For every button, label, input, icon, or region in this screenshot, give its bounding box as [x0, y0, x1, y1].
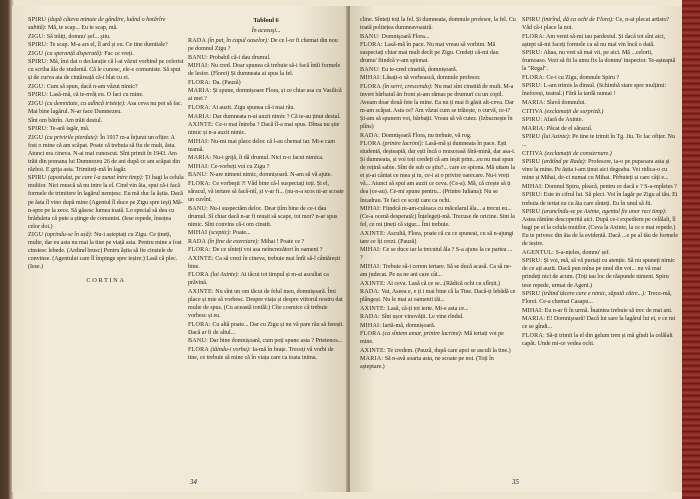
speaker-name: BANU:	[188, 172, 208, 179]
spoken-text: Ce-vorbeți voi cu Zigu ?	[210, 163, 270, 170]
spoken-text: Să n-avă soarta asta, ne scoate pe noi. (Toți în așteptare.)	[360, 356, 494, 371]
speaker-name: ZIGU	[28, 100, 44, 107]
spoken-text: Nu cred. Doar spunea că trebuie să-i facă întîi formele de lesire. (Florei) Și dumneata ai spus la fel.	[188, 63, 341, 78]
spoken-text: Eu te-cred cinstită, domnișoară.	[381, 66, 458, 73]
spoken-text: Mă iertați voi pe mine.	[360, 331, 504, 346]
curtain-label: CORTINA	[86, 277, 126, 285]
spoken-text: Dar bine domnișoară, cum poți spune asta ? Prietenos...	[209, 338, 343, 345]
speaker-name: FLORA:	[522, 33, 545, 40]
dialogue-line	[522, 307, 678, 315]
spoken-text: Ai auzit. Zigu spunea că-i mai rău.	[212, 104, 295, 111]
dialogue-line	[188, 205, 344, 229]
spoken-text: Sînt om bătrîn. Am trăit destul.	[28, 117, 103, 124]
spoken-text: Trebuie să-i cerem iertare. Să se ducă acasă. Ca să ne-am judecat. Pe ea ne ani care cât...	[360, 263, 512, 278]
spoken-text: Să trăiți, domnu' șef... ştiu.	[46, 33, 111, 40]
dialogue-line	[360, 205, 516, 229]
stage-direction: (ca sîntem amar, printre lacrimi):	[382, 331, 463, 338]
spoken-text: Ahaa, nu vrei să mai vii, pe aici. Mă ...celorii, frumoaso. Vezi să fii la umu fix la domnu' inspector. Te-așteaptă la "Regal".	[522, 50, 676, 73]
speaker-name: RADA	[188, 238, 207, 245]
dialogue-line	[28, 91, 184, 99]
speaker-name: MIHAI:	[188, 138, 210, 145]
spoken-text: De ce l-or fi chemat din nou pe domnul Zigu ?	[188, 38, 338, 53]
speaker-name: RADA:	[360, 314, 380, 321]
speaker-name: FLORA:	[522, 74, 545, 81]
dialogue-line	[188, 321, 344, 337]
stage-direction: (oprindu-se în ușă):	[44, 232, 93, 239]
speaker-name: SPIRU:	[28, 59, 49, 66]
speaker-name: SPIRU:	[522, 192, 543, 199]
stage-direction: (apostulat, pe care l-a zunat între timp):	[47, 175, 144, 182]
page-number-left: 34	[190, 478, 197, 486]
speaker-name: SPIRU:	[522, 83, 543, 90]
spoken-text: Afară de Axinte.	[543, 117, 583, 124]
spoken-text: Te credem. (Pauză, după care apoi se ascult la tine.)	[387, 347, 511, 354]
dialogue-line	[28, 33, 184, 41]
dialogue-line	[188, 87, 344, 103]
dialogue-line	[522, 33, 678, 49]
dialogue-line	[188, 163, 344, 171]
dialogue-line	[188, 337, 344, 345]
dialogue-line	[522, 208, 678, 248]
dialogue-line	[522, 257, 678, 289]
spoken-text: Păcat de el săracul.	[546, 125, 593, 132]
dialogue-line	[188, 121, 344, 137]
speaker-name: MARIA:	[360, 356, 384, 363]
dialogue-line	[188, 229, 344, 237]
spoken-text: Și voi, mă, să vă purtați cu atenție. Să nu spuneți nimic de ce ați auzit. Dacă pun mîna pe unul din voi... nu vă mai prindeți nici de acum. (Toți iau loc de răspunde nimeni. Spiru iese repede, urmat de Agent.)	[522, 258, 675, 289]
spoken-text: Lasă-mă în pace. Nu mai vreau să vorbim. Mă suspectați chiar mai mult decît pe Zigu. Credeți că-mi dau drumu' fiindcă v-am spionat.	[360, 42, 499, 65]
stage-direction: (în serri, crescendo):	[382, 83, 433, 90]
spoken-text: E! Domnişoară! Dacă lui sare la lagărul lui ei, e ce mi ce se gîndi...	[522, 316, 676, 331]
dialogue-line	[522, 191, 678, 207]
dialogue-line	[28, 16, 184, 32]
spoken-text: Am venit să-mi iau pardesiul. Și dacă tot sînt aici, aștept să-mi faceți formele ca să nu mai vin încă o dată.	[522, 33, 666, 48]
speaker-name: MIHAI:	[360, 322, 382, 329]
dialogue-line	[360, 33, 516, 41]
speaker-name: MIHAI:	[360, 206, 382, 213]
dialogue-line	[360, 246, 516, 262]
left-page-column-2	[188, 16, 344, 362]
speaker-name: MIHAI:	[188, 163, 210, 170]
spoken-text: Pe tine te trimit în Tg. Jiu. Te fac ofițer. Nu ...	[522, 134, 675, 149]
dialogue-line	[360, 313, 516, 321]
speaker-name: AXINTE:	[360, 305, 386, 312]
speaker-name: AXINTE:	[188, 255, 214, 262]
stage-direction: (după câteva minute de gândire, luând o hotărîre subită):	[28, 17, 166, 32]
spoken-text: Ai tăcut tot timpul și m-ai ascultat ca prăvină.	[188, 272, 329, 287]
spoken-text: Domnişoară Flora...	[381, 33, 430, 40]
speaker-name: RADA	[188, 38, 207, 45]
dialogue-line	[188, 246, 344, 254]
speaker-name: AXINTE:	[360, 280, 386, 287]
dialogue-line	[360, 263, 516, 279]
dialogue-line	[188, 113, 344, 121]
dialogue-line	[188, 138, 344, 154]
dialogue-line	[522, 82, 678, 98]
speaker-name: FLORA	[188, 272, 209, 279]
speaker-name: BANU:	[188, 54, 208, 61]
dialogue-line	[28, 125, 184, 133]
spoken-text: Sînt ușor vinovății. Le vine rîndul.	[381, 314, 464, 321]
dialogue-line	[188, 37, 344, 53]
speaker-name: ZIGU:	[28, 83, 46, 90]
speaker-name: SPIRU	[522, 291, 541, 298]
speaker-name: MARIA:	[188, 113, 212, 120]
dialogue-line	[360, 355, 516, 371]
spoken-text: Lasă-mă și dumneata în pace. Ești studentă, deșteaptă, dar ești încă o musceasă fără-mină, dar asa-i. Și dumneata, și voi toți credeți că am ieșit prim...eu nu mai spun de rețină sabie. Sînt de sub ce ştiu?... care ce spiona. Mă uitam la ei și-ai cântat ce mea și tu, ce-i ai o privire oarecare. Nu-i vreți vă... Atunci să spui am auzit ce ceva. (Ce-a). Mă, că crește să ți dea (ce-au). Ce-mi spune pentru... (Printre Iuliana): Nu se încadrau. Te faci ce scoți care ca ochi.	[360, 141, 516, 204]
spoken-text: Te scap. M-a ars el, îl ard și eu. Ce tine dumitale?	[49, 42, 168, 49]
speaker-name: SPIRU	[522, 159, 541, 166]
speaker-name: BANU:	[360, 33, 380, 40]
spoken-text: Te-ară isgăr, mă.	[49, 126, 90, 133]
spoken-text: Ce, n-ai plecat artisto? Văd că-i place la noi.	[522, 17, 670, 32]
spoken-text: În 1917 m-a înjurat un ofițer. A fost o mine că am scăpat. Poate că trebuia să fiu de mult, ăsta. Atunci era cineva. N-ai mai cunoscut. Sînt primit în 1943. Am trăit din pomana lui Dumnezeu 26 de ani după ce am scăpat din război. E grija asta. Trimiteți-mă în lagăr.	[28, 134, 180, 173]
dialogue-line	[28, 100, 184, 116]
spoken-text: Domnişoară Flora, nu trebuie, vă rog.	[381, 132, 472, 139]
scene-heading: Tabloul 6	[253, 17, 279, 24]
spoken-text: Cum să spun, dacă n-am văzut nimic?	[46, 83, 138, 90]
spoken-text: Ce-o mai întreba ? Dacă îl-a mai spus. Dînsa nu știe nimic și n-a auzit nimic.	[188, 122, 340, 137]
speaker-name: FLORA	[360, 331, 381, 338]
dialogue-line	[188, 271, 344, 287]
speaker-name: FLORA:	[522, 332, 545, 339]
right-page-column-2	[522, 16, 678, 348]
speaker-name: FLORA	[360, 83, 381, 90]
spoken-text: cline. Sînteți toți la fel. Și dumneata, domnule profesor, la fel. Cu toată politețea dumneavoastră.	[360, 17, 516, 32]
spoken-text: N-are nimeni nimic, domnișoară. N-am să vă ajute.	[209, 172, 332, 179]
stage-direction: (în fine de exerciare):	[207, 238, 260, 245]
spoken-text: Ți bagi la celula multior. Nici muscă să nu intre la el. Cind vin ăia, spui că-i facă formele de trimitere în lagărul nemțesc. Eu mă duc la ăștia. Dacă pe ăsta îl vino după mine (Agentul îl duce pe Zigu spre ieşi) Mă-n-spre pe la zece. Să găsesc lumea toată. Lo special să dea cu brăduleta că pute a știnge de comunist. (Iese repede, însoțea celor doi.)	[28, 175, 184, 230]
spoken-text: Profesore, ia-o pe pupsoara asta și vino la mine. Pe ăștia i-am ținut aici degeaba. Vei ridica-o cu mine și Mihai, de-ci numai cu Mihai. Pîrbuieți și care câți e...	[522, 159, 670, 182]
spoken-text: Trece-mă, Florei. Ce-a chemat Casapu...	[522, 291, 672, 306]
spoken-text: Ce se duce iar la trecutul ăla ? S-a ajuns la ce partea ... ?	[360, 247, 513, 262]
speaker-name: MIHAI:	[360, 75, 382, 82]
dialogue-line	[188, 171, 344, 179]
speaker-name: MARIA:	[188, 155, 212, 162]
speaker-name: SPIRU	[28, 175, 47, 182]
spoken-text: Nu sînt un om tăcut de felul meu, domnișoară. Îmi place și mie să vorbesc. Despre viața și despre viitorul nostru dat multe de spus. (Cu această tonilă:) Cîte cosmice că trebuie vorbesc și eu.	[188, 289, 343, 320]
speaker-name: MIHAI:	[360, 263, 382, 270]
speaker-name: SPIRU	[522, 209, 541, 216]
dialogue-line	[360, 330, 516, 346]
speaker-name: BANU:	[360, 66, 380, 73]
dialogue-line	[522, 125, 678, 133]
dialogue-line	[360, 347, 516, 355]
stage-direction: (cu speranță disperată):	[44, 50, 103, 57]
dialogue-line	[522, 99, 678, 107]
speaker-name: CITIVA	[522, 150, 544, 157]
speaker-name: SPIRU	[522, 134, 541, 141]
dialogue-line	[360, 322, 516, 330]
dialogue-line	[28, 58, 184, 82]
spoken-text: L-am trimis la dinsul. (Schimbă stare spre mulțimi: îneforeși, teatral.) Fără la tardă numai !	[522, 83, 667, 98]
spoken-text: Fac ce vreți.	[104, 50, 134, 57]
stage-direction: (în pat, în capul oaselor):	[207, 38, 270, 45]
speaker-name: FLORA:	[188, 321, 211, 328]
dialogue-line	[522, 183, 678, 191]
dialogue-line	[360, 16, 516, 32]
speaker-name: MIHAI:	[188, 63, 210, 70]
spoken-text: Nu mai sînt cinstită de mult. M-a invert bărbatul ăn front și-am rămas pe drumuri cu un copil. Aveam doar două fete la mine. Ea nu ți mai fi găsit alt-ceva. Dar m-am scăpat. Asta ce? Am văzut cum se trăiește, o curvă, ce-i? Și-am să spunem voi, bărbații. Vreau să vă cutez. (Izbucnește în plîns)	[360, 83, 514, 131]
dialogue-line	[522, 133, 678, 149]
speaker-name: ZIGU	[28, 50, 44, 57]
speaker-name: MARIA:	[522, 99, 546, 106]
speaker-name: AXINTE:	[360, 347, 386, 354]
stage-direction: (cu demnitate, cu adîncă tristețe):	[44, 100, 126, 107]
dialogue-line	[28, 231, 184, 271]
dialogue-line	[522, 290, 678, 306]
spoken-text: S-a-nțeles, domnu' șef.	[555, 249, 611, 256]
dialogue-line	[522, 158, 678, 182]
spoken-text: Ascultă, Flora, poate că cu ce spuneai, cu să n-ajungi tare ce îți crezi. (Pauză)	[360, 230, 514, 245]
page-number-right: 35	[512, 478, 519, 486]
right-page	[350, 6, 682, 492]
dialogue-line	[188, 54, 344, 62]
dialogue-line	[522, 49, 678, 73]
dialogue-line	[360, 66, 516, 74]
speaker-name: BANU:	[188, 338, 208, 345]
spoken-text: Probabil că-i dau drumul.	[209, 54, 271, 61]
stage-direction: (exclamații de consternare.)	[544, 150, 612, 157]
dialogue-line	[360, 140, 516, 204]
dialogue-line	[188, 154, 344, 162]
dialogue-line	[360, 83, 516, 131]
spoken-text: Și spune, domnișoare Flora, și ce chiar asa cu Vasilică ai mei ?	[188, 88, 342, 103]
dialogue-line	[188, 288, 344, 320]
stage-direction: (cu privirile pierdute):	[44, 134, 99, 141]
speaker-name: FLORA	[360, 141, 381, 148]
speaker-name: MIHAI	[188, 230, 208, 237]
dialogue-line	[360, 230, 516, 246]
stage-direction: (intrînd, dă ca ochi de Flora):	[541, 17, 615, 23]
spoken-text: Domnul Spiru, pleacă, pentru ce dacă e ? S-a-mpletes ?	[544, 183, 677, 190]
speaker-name: ZIGU	[28, 134, 44, 141]
spoken-text: Asa ceva nu pot să fac. Mai bine lagărul. N-ar face Dumnezeu.	[28, 100, 183, 116]
speaker-name: SPIRU	[522, 17, 541, 23]
stage-direction: (aruncîndu-se pe Axinte, agentul fie unor reci timp):	[541, 209, 667, 216]
stage-direction: (lui Axinte):	[210, 272, 240, 279]
speaker-name: ZIGU:	[28, 33, 46, 40]
speaker-name: SPIRU:	[522, 258, 543, 265]
dialogue-line	[360, 74, 516, 82]
dialogue-line	[360, 41, 516, 65]
speaker-name: FLORA:	[188, 247, 211, 254]
speaker-name: SPIRU:	[28, 92, 49, 99]
speaker-name: FLORA:	[188, 180, 211, 187]
next-page-edge	[682, 0, 700, 499]
speaker-name: SPIRU:	[522, 50, 543, 57]
spoken-text: Lăsați-o să vorbească, domnule profesor.	[382, 75, 481, 82]
spoken-text: Slavă domnului.	[546, 99, 586, 106]
dialogue-line	[522, 249, 678, 257]
spoken-text: Poate...	[232, 230, 251, 237]
spoken-text: Ca să crezi în cineva, trebuie mai întîi să-l cântărești bine.	[188, 255, 341, 270]
right-page-column-1	[360, 16, 516, 372]
stage-direction: (printre lacrimi):	[382, 141, 424, 148]
stage-direction: (trăind tăcere care e nimic, săpată către...):	[541, 291, 647, 298]
dialogue-line	[522, 74, 678, 82]
speaker-name: SPIRU:	[28, 126, 49, 133]
stage-direction: (exclamații de surpriză.)	[544, 108, 604, 115]
spoken-text: Nu-mi mai place deloc că l-au chemat iar. Mi-e cam teamă.	[188, 138, 336, 153]
dialogue-line	[360, 305, 516, 313]
dialogue-line	[188, 346, 344, 362]
speaker-name: MARIA:	[522, 316, 546, 323]
spoken-text: Iartă-mă, domnișoară.	[382, 322, 436, 329]
dialogue-line	[188, 180, 344, 204]
spoken-text: Lasă, că-ți tot ierte. Mi-e asta ce...	[387, 305, 469, 312]
speaker-name: SPIRU:	[28, 42, 49, 49]
dialogue-line	[360, 132, 516, 140]
spoken-text: Cu altă poate... Dar cu Zigu și nu vă pare rău să ferești. Dacă ar fi de altul...	[188, 321, 344, 336]
dialogue-line	[522, 150, 678, 158]
speaker-name: RADA:	[360, 289, 380, 296]
dialogue-line	[522, 315, 678, 331]
speaker-name: AXINTE:	[360, 230, 386, 237]
speaker-name: FLORA:	[188, 79, 211, 86]
spoken-text: Fiindcă m-am-culeaca cu măcelarul ăla... a trecut eu... (Ce-a ocenă desperată:) Înțelegeți-mă. Trecuse de oricine. Sint la fel, ce mi țineți că sigur... Îmi trebuie.	[360, 206, 515, 229]
spoken-text: Eu n-ar fi în urmă. Înaintea trebuie să trec de mai ani.	[544, 307, 673, 314]
spoken-text: Nu-i grijă, îi dă drumul. Nici n-o facut nimica.	[212, 155, 324, 162]
left-page-column-1	[28, 16, 184, 286]
speaker-name: RADA:	[360, 132, 380, 139]
speaker-name: ZIGU	[28, 232, 44, 239]
spoken-text: Lasă-mă, că te-nvăț eu. O faci cu mine.	[49, 92, 144, 99]
stage-direction: (lui Axinte):	[541, 134, 571, 141]
dialogue-line	[28, 174, 184, 230]
spoken-text: Ce vorbeşti ?! Văd bine că-l suspectați toți. Și el, săracul, vă iertare să facă-ntî, și v-ar fi... (nu-n-a scos ni-ar scoate un cuvînt.	[188, 180, 344, 203]
spoken-text: Mihai ! Poate ce ?	[260, 238, 305, 245]
dialogue-line	[522, 332, 678, 348]
speaker-name: BANU:	[188, 205, 208, 212]
spoken-text: Ia-mă în brațe. Treceți vă vorbi de tine, ce trebuie să mine că în viața care ca toata inima.	[188, 346, 334, 361]
dialogue-line	[522, 16, 678, 32]
left-page	[12, 6, 348, 492]
speaker-name: MIHAI:	[360, 247, 382, 254]
speaker-name: SPIRU	[28, 17, 47, 23]
speaker-name: FLORA	[188, 346, 209, 353]
spoken-text: Să-ți trimit la el din gelum tren și mă gîndi la celălalt capăt. Unde mi-ce vedea ochi.	[522, 332, 673, 347]
dialogue-line	[28, 134, 184, 174]
speaker-name: FLORA:	[188, 104, 211, 111]
dialogue-line	[188, 79, 344, 87]
spoken-text: Ce-i cu Zigu, domnule Spiru ?	[546, 74, 620, 81]
speaker-name: AXINTE:	[188, 289, 214, 295]
dialogue-line	[188, 255, 344, 271]
dialogue-line	[188, 104, 344, 112]
stage-direction: (tăindu-i vorba):	[210, 346, 251, 353]
spoken-text: Astea rămîne descoperită aici. După ce-i expediem pe celălalt, îl bagi pe ei la celula mutilor. (Ceva la Axinte, la ce e mai repede.) Eu te privesc din ăia de la evidentă. Dacă ...e pe al tău de formele de ieșire.	[522, 217, 678, 248]
spoken-text: Dar dumneata n-ai auzit nimic ? Că te-au ținut destul.	[212, 113, 341, 120]
stage-direction: (sceptic):	[208, 230, 232, 237]
dialogue-line	[28, 50, 184, 58]
scene-direction: În aceeaşi...	[251, 28, 281, 35]
spoken-text: Este in cifrul lui. Să pleci. Voi în lagăr pe Zigu al tău. Ei trebuia de iertat eu cu ăia care sînteți. Eu în unul să fii.	[522, 192, 678, 207]
spoken-text: De ce sînteți voi asa neîncrezători în oameni ?	[212, 247, 323, 254]
dialogue-line	[188, 62, 344, 78]
spoken-text: Vai, Aseea e, e ți i mai bine că la Tine. Dacă-ți lebădă ce plângeși. Nu le mai ai oamenii tăi...	[360, 289, 516, 304]
dialogue-line	[28, 41, 184, 49]
spoken-text: Mă, îmi dai o declarație că l-ai văzut vorbind pe ceferist cu scriba ăla de studentă. Că le cunosc, ele-s comuniste. Să spui și de curva aia de cintăreață că-i blat cu ei.	[28, 59, 184, 82]
dialogue-line	[360, 280, 516, 288]
dialogue-line	[188, 238, 344, 246]
dialogue-line	[522, 116, 678, 124]
speaker-name: MIHAI:	[522, 307, 544, 314]
speaker-name: AXINTE:	[188, 122, 214, 129]
speaker-name: FLORA:	[360, 42, 383, 49]
speaker-name: AGENTUL:	[522, 249, 555, 256]
dialogue-line	[28, 83, 184, 91]
spoken-text: Ai ceva. Lasă că ce se...(Rădică ochi cu sfîrșit.)	[386, 280, 500, 287]
speaker-name: MARIA:	[188, 88, 212, 95]
speaker-name: MARIA:	[522, 125, 546, 132]
speaker-name: MIHAI:	[522, 183, 544, 190]
dialogue-line	[360, 288, 516, 304]
speaker-name: SPIRU:	[522, 117, 543, 124]
spoken-text: Nu-i suspectăm deloc. Dear țiîm bine de ce-i dau drumul. Sî chiar dacă n-ar fi reușit să scape, tot mor? n-ar spus nimic. Sînt convins că-i om cinstit.	[188, 205, 338, 228]
dialogue-line	[522, 108, 678, 116]
spoken-text: Mă, te scap... Eu te scap, mă.	[48, 25, 118, 32]
speaker-name: CITIVA	[522, 108, 544, 115]
spoken-text: Da. (Pauză)	[212, 79, 241, 86]
spoken-text: Nu-i așteptați cu Zigu. Ce țineți, multe, dar eu asta nu mai la tine pe viață asta. Pentru mine a fost cinstesc lebede. (Ardind brusc) Pentru ăștia să fie cinstele de convinse. (Agentului care îl împinge spre ieșire:) Lasă că plec. (Iese.)	[28, 232, 182, 271]
stage-direction: (arătînd pe Rada):	[541, 159, 587, 166]
dialogue-line	[28, 117, 184, 125]
